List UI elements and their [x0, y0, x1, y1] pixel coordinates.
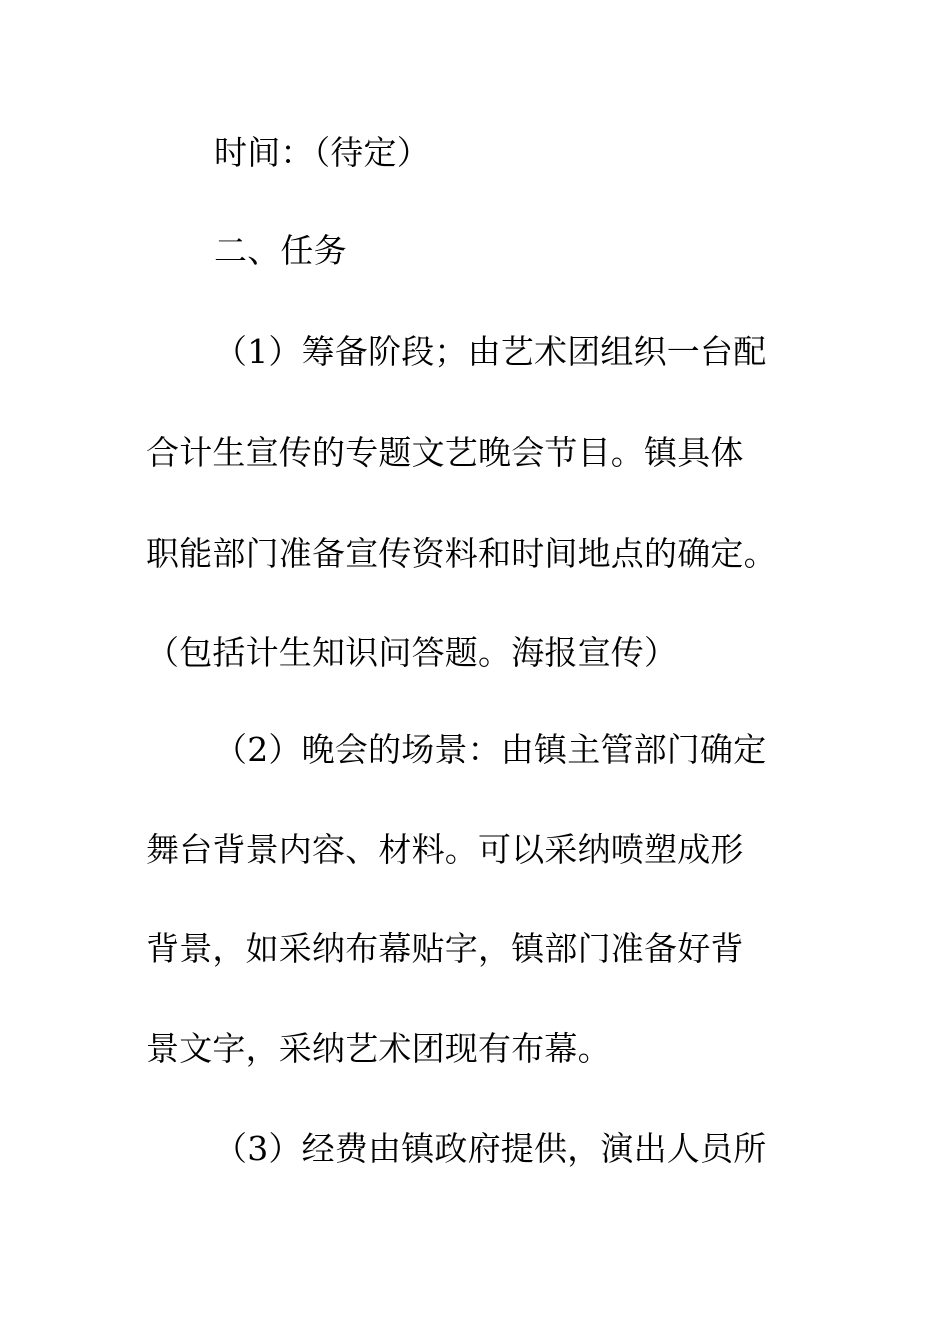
text-line: （包括计生知识问答题。海报宣传）	[146, 633, 678, 672]
text-line: 景文字，采纳艺术团现有布幕。	[146, 1029, 611, 1068]
text-line-preparation: （1）筹备阶段；由艺术团组织一台配	[214, 332, 767, 371]
text-line: 背景，如采纳布幕贴字，镇部门准备好背	[146, 929, 744, 968]
text-line-time: 时间：（待定）	[214, 133, 430, 172]
text-line: 舞台背景内容、材料。可以采纳喷塑成形	[146, 830, 744, 869]
text-line-funding: （3）经费由镇政府提供，演出人员所	[214, 1129, 767, 1168]
text-line: 合计生宣传的专题文艺晚会节目。镇具体	[146, 433, 744, 472]
text-line: 职能部门准备宣传资料和时间地点的确定。	[146, 534, 777, 573]
text-line-scene: （2）晚会的场景：由镇主管部门确定	[214, 730, 767, 769]
section-heading-tasks: 二、任务	[214, 231, 347, 270]
